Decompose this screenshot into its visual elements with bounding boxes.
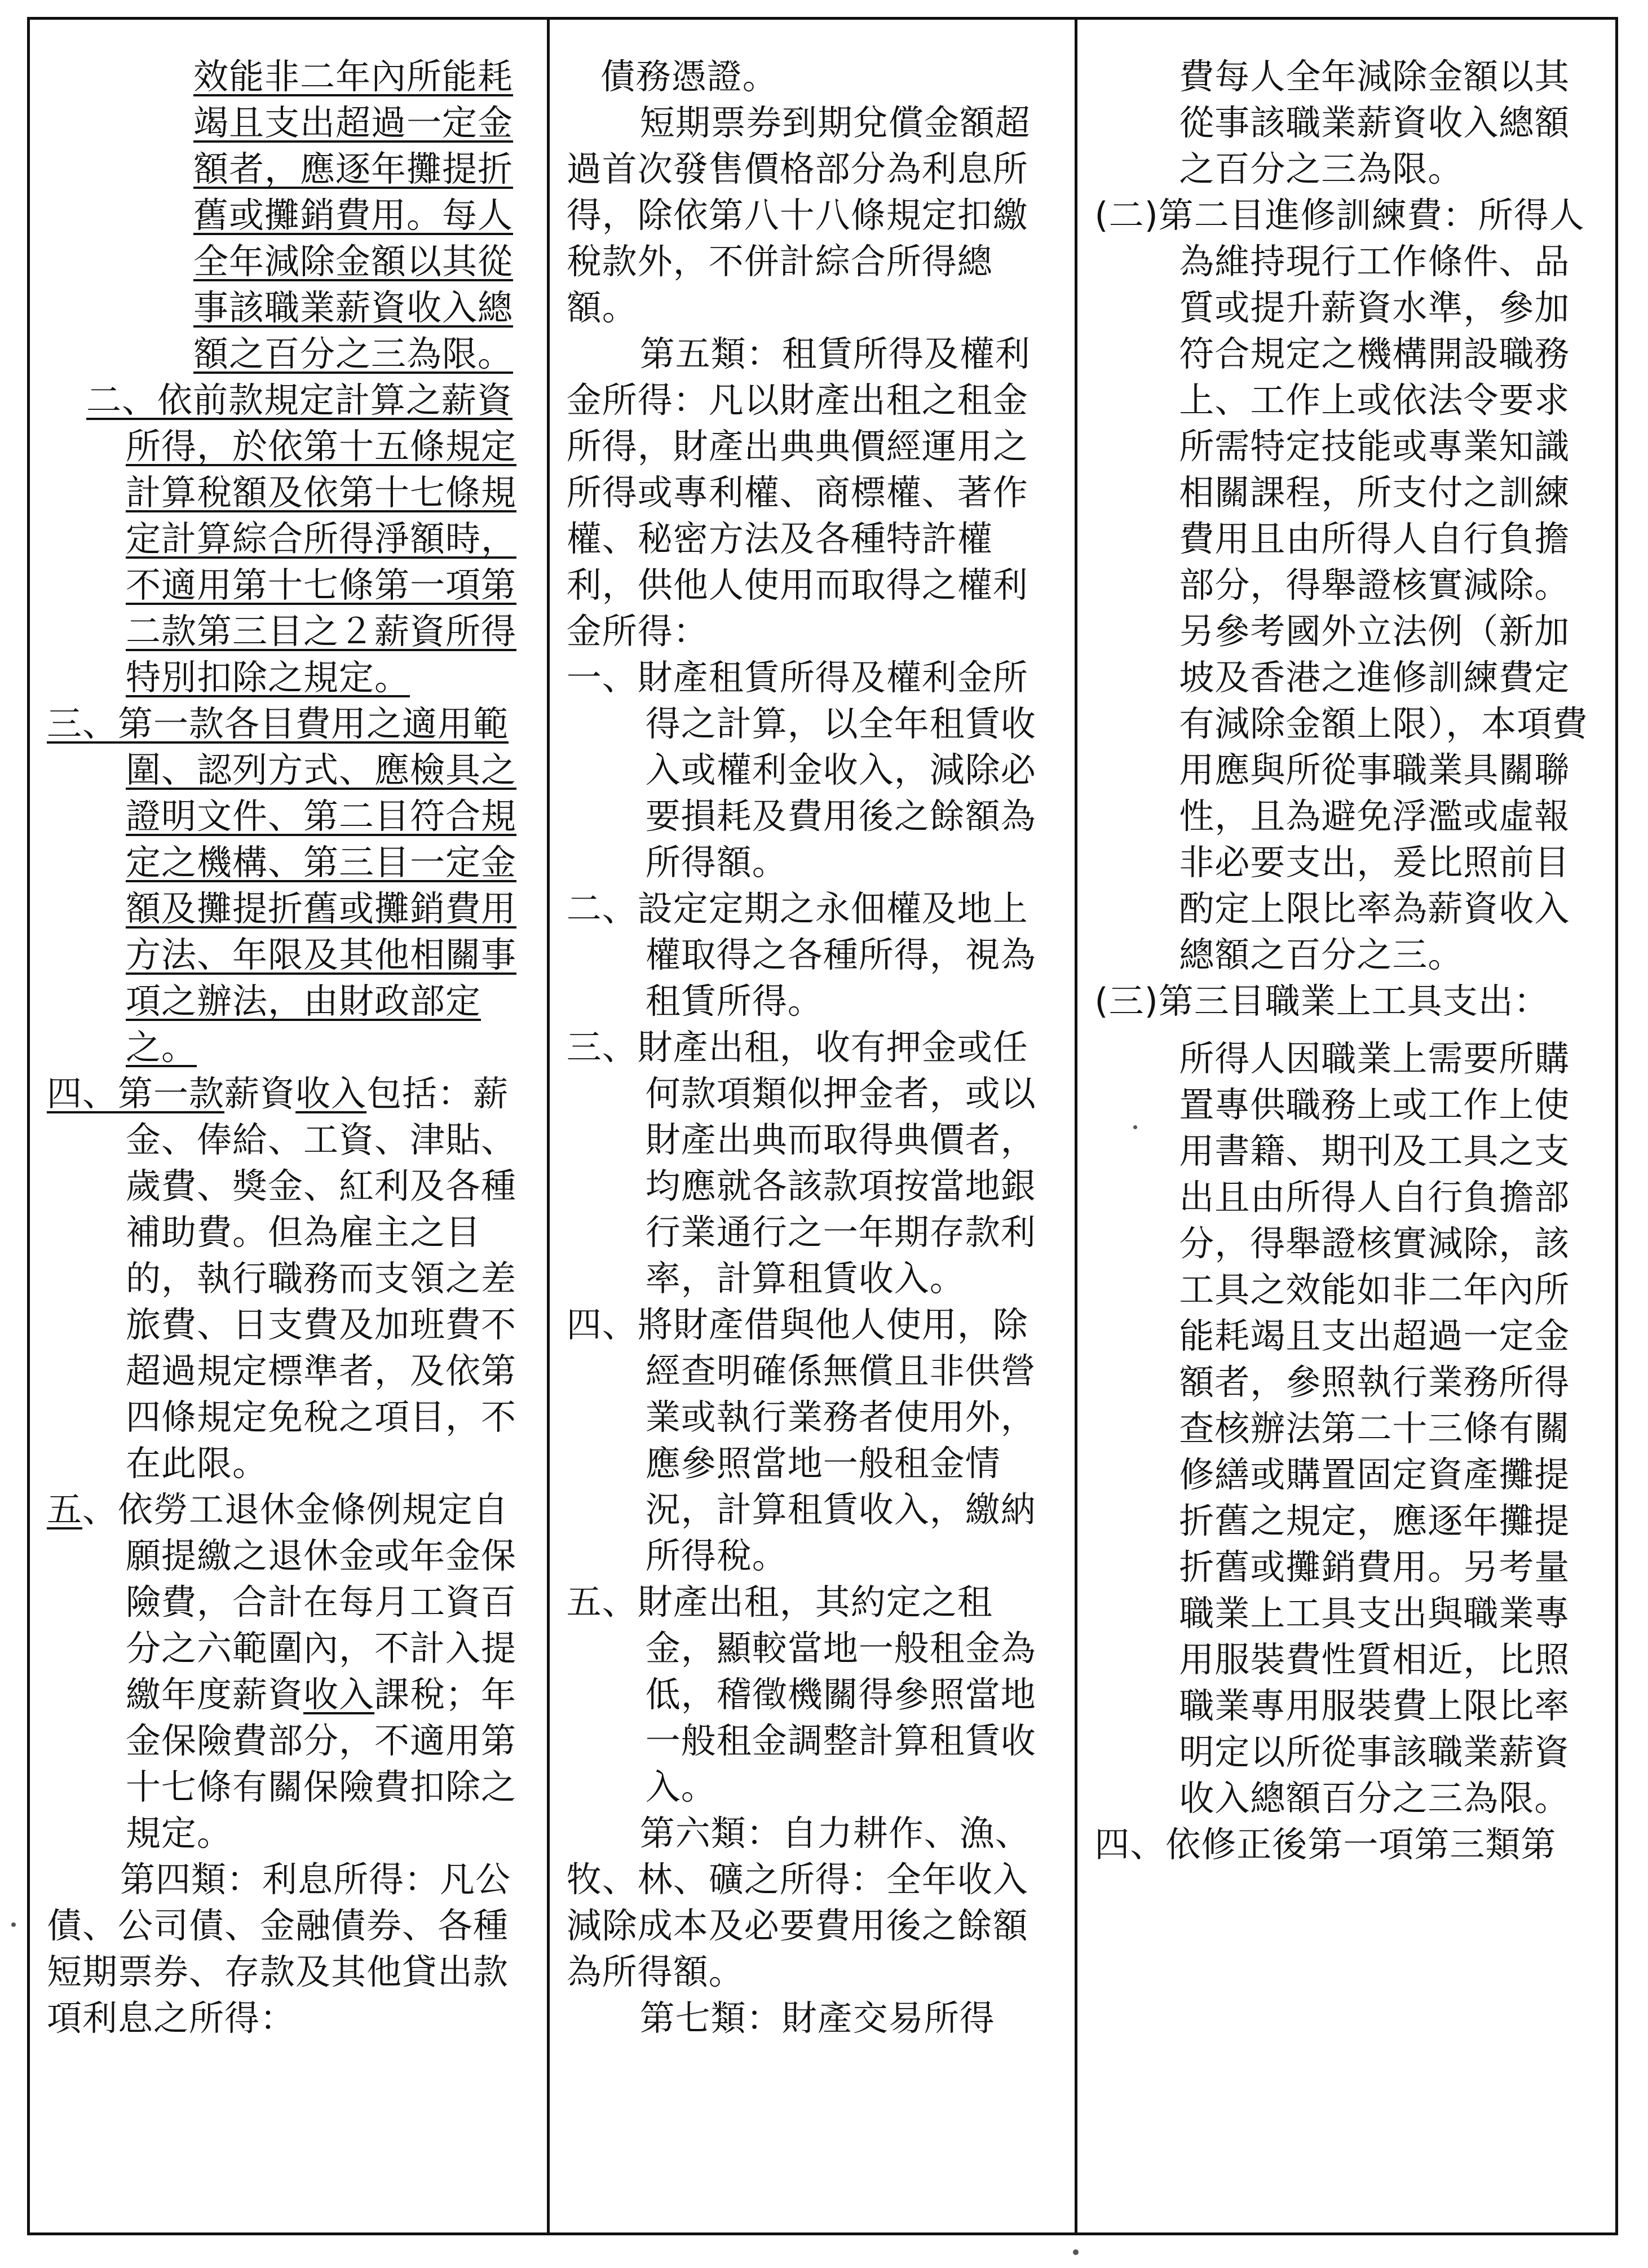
column-2 [547, 20, 1075, 2232]
col1-paragraph-3: 三、第一款各目費用之適用範圍、認列方式、應檢具之證明文件、第二目符合規定之機構、第三目一定金額及攤提折舊或攤銷費用方法、年限及其他相關事項之辦法，由財政部定之。 [47, 703, 517, 1068]
col2-paragraph-6: 三、財產出租，收有押金或任何款項類似押金者，或以財產出典而取得典價者，均應就各該款項按當地銀行業通行之一年期存款利率，計算租賃收入。 [566, 1027, 1036, 1299]
col2-paragraph-10: 第七類：財產交易所得 [639, 1997, 995, 2039]
col1-paragraph-2: 二、依前款規定計算之薪資所得，於依第十五條規定計算稅額及依第十七條規定計算綜合所得淨額時，不適用第十七條第一項第二款第三目之２薪資所得特別扣除之規定。 [86, 379, 517, 698]
col1-p5-b: 、依勞工退休金條例規定自願提繳之退休金或年金保險費，合計在每月工資百分之六範圍內，不計入提繳年度薪資 [82, 1489, 517, 1715]
col1-p4-a: 四、 [47, 1073, 118, 1114]
col2-paragraph-4: 一、財產租賃所得及權利金所得之計算，以全年租賃收入或權利金收入，減除必要損耗及費用後之餘額為所得額。 [566, 657, 1036, 883]
col3-paragraph-5: 四、依修正後第一項第三類第 [1094, 1824, 1557, 1865]
col1-p5-a: 五 [47, 1489, 83, 1530]
col1-paragraph-4 [47, 1071, 534, 1487]
col2-paragraph-2: 短期票券到期兌償金額超過首次發售價格部分為利息所得，除依第八十八條規定扣繳稅款外，不併計綜合所得總額。 [566, 102, 1031, 328]
col1-p4-e: 包括：薪金、俸給、工資、津貼、歲費、獎金、紅利及各種補助費。但為雇主之目的，執行職務而支領之差旅費、日支費及加班費不超過規定標準者，及依第四條規定免稅之項目，不在此限。 [126, 1073, 517, 1484]
scan-speck [1133, 1125, 1137, 1129]
col3-paragraph-1: 費每人全年減除金額以其從事該職業薪資收入總額之百分之三為限。 [1179, 56, 1570, 189]
col2-paragraph-3: 第五類：租賃所得及權利金所得：凡以財產出租之租金所得，財產出典典價經運用之所得或專利權、商標權、著作權、秘密方法及各種特許權利，供他人使用而取得之權利金所得： [566, 333, 1031, 652]
column-1 [30, 20, 547, 2232]
scan-speck [11, 1922, 16, 1927]
scan-speck [1073, 2249, 1079, 2255]
column-3 [1075, 20, 1615, 2232]
col2-paragraph-9: 第六類：自力耕作、漁、牧、林、礦之所得：全年收入減除成本及必要費用後之餘額為所得額。 [566, 1812, 1031, 1992]
col1-paragraph-1: 效能非二年內所能耗竭且支出超過一定金額者，應逐年攤提折舊或攤銷費用。每人全年減除金額以其從事該職業薪資收入總額之百分之三為限。 [193, 56, 514, 374]
col3-paragraph-2: (二)第二目進修訓練費：所得人為維持現行工作條件、品質或提升薪資水準，參加符合規定之機構開設職務上、工作上或依法令要求所需特定技能或專業知識相關課程，所支付之訓練費用且由所得人自行負擔部分，得舉證核實減除。另參考國外立法例（新加坡及香港之進修訓練費定有減除金額上限），本項費用應與所從事職業具關聯性，且為避免浮濫或虛報非必要支出，爰比照前目酌定上限比率為薪資收入總額之百分之三。 [1094, 194, 1588, 975]
col1-p5-c: 收入 [303, 1674, 375, 1715]
col2-paragraph-1: 債務憑證。 [600, 56, 778, 97]
col1-p4-c: 薪資 [224, 1073, 296, 1114]
col1-paragraph-5 [47, 1487, 534, 1856]
col1-paragraph-6: 第四類：利息所得：凡公債、公司債、金融債券、各種短期票券、存款及其他貸出款項利息之所得： [47, 1859, 511, 2039]
col1-p4-d: 收入 [295, 1073, 367, 1114]
comparison-table [27, 17, 1618, 2235]
col3-paragraph-4: 所得人因職業上需要所購置專供職務上或工作上使用書籍、期刊及工具之支出且由所得人自行負擔部分，得舉證核實減除，該工具之效能如非二年內所能耗竭且支出超過一定金額者，參照執行業務所得查核辦法第二十三條有關修繕或購置固定資產攤提折舊之規定，應逐年攤提折舊或攤銷費用。另考量職業上工具支出與職業專用服裝費性質相近，比照職業專用服裝費上限比率明定以所從事該職業薪資收入總額百分之三為限。 [1179, 1038, 1570, 1819]
col3-paragraph-3: (三)第三目職業上工具支出： [1094, 980, 1549, 1022]
col1-p5-d: 課稅；年金保險費部分，不適用第十七條有關保險費扣除之規定。 [126, 1674, 517, 1854]
col2-paragraph-5: 二、設定定期之永佃權及地上權取得之各種所得，視為租賃所得。 [566, 888, 1036, 1022]
col2-paragraph-7: 四、將財產借與他人使用，除經查明確係無償且非供營業或執行業務者使用外，應參照當地一般租金情況，計算租賃收入，繳納所得稅。 [566, 1304, 1036, 1576]
col1-p4-b: 第一款 [118, 1073, 225, 1114]
col2-paragraph-8: 五、財產出租，其約定之租金，顯較當地一般租金為低，稽徵機關得參照當地一般租金調整計算租賃收入。 [566, 1581, 1036, 1807]
